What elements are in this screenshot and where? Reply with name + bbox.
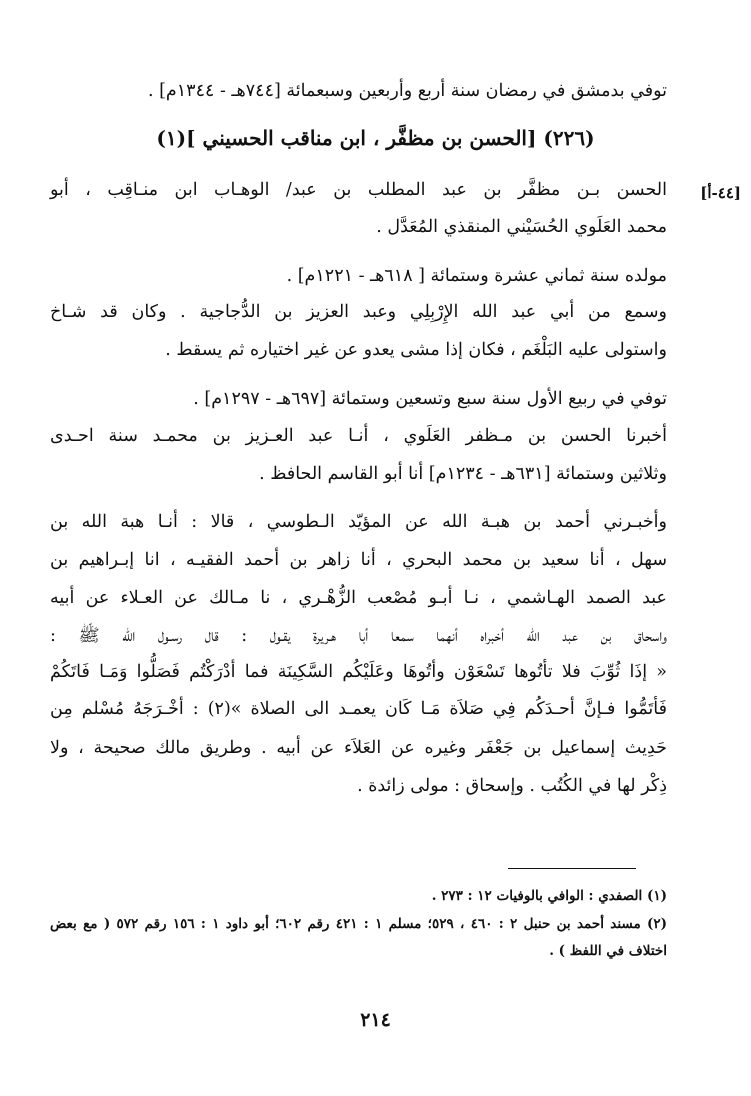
body-line: حَدِيث إسماعيل بن جَعْفَر وغيره عن العَلاَء عن أبيه . وطريق مالك صحيحة ، ولا [50, 738, 667, 758]
death-note-line: توفي بدمشق في رمضان سنة أربع وأربعين وسبعمائة [٧٤٤هـ - ١٣٤٤م] . [147, 81, 667, 101]
body-line: عبد الصمد الهـاشمي ، نـا أبـو مُصْعب الزُّهْـري ، نا مـالك عن العـلاء عن أبيه [50, 588, 667, 608]
body-line: وثلاثين وستمائة [٦٣١هـ - ١٢٣٤م] أنا أبو القاسم الحافظ . [259, 464, 667, 484]
hadith-text-line: « إذَا ثُوِّبَ فلا تأتُوها تَسْعَوْن وأتُوهَا وعَلَيْكُم السَّكِينَة فما أدْرَكْتُم فَصَلُّوا وَمَـا فَاتَكُمْ [50, 662, 667, 682]
body-line: وأخبـرني أحمد بن هبـة الله عن المؤيّد الـطوسي ، قالا : أنـا هبة الله بن [50, 512, 667, 532]
body-line: أخبرنا الحسن بن مـظفر العَلَوي ، أنـا عبد العـزيز بن محمـد سنة احـدى [50, 426, 667, 446]
footnote-divider [508, 868, 636, 869]
footnote-1: (١) الصفدي : الوافي بالوفيات ١٢ : ٢٧٣ . [431, 888, 667, 904]
body-line: ذِكْر لها في الكُتُب . وإسحاق : مولى زائدة . [357, 776, 667, 796]
body-line: وسمع من أبي عبد الله الإِرْبِلِي وعبد العزيز بن الدُّجاجية . وكان قد شـاخ [50, 302, 667, 322]
footnote-2: (٢) مسند أحمد بن حنبل ٢ : ٤٦٠ ، ٥٢٩؛ مسلم ١ : ٤٢١ رقم ٦٠٢؛ أبو داود ١ : ١٥٦ رقم ٥٧٢ ( مع بعض [50, 916, 668, 932]
hadith-text-line: فَأتَمُّوا فـإنَّ أحـدَكُم فِي صَلاَة مَـا كَان يعمـد الى الصلاة »(٢) : أخْـرَجَهُ مُسْلم مِن [50, 699, 668, 719]
manuscript-folio-reference: [٤٤-أ] [700, 184, 741, 202]
body-line: مولده سنة ثماني عشرة وستمائة [ ٦١٨هـ - ١٢٢١م] . [286, 266, 667, 286]
body-line: واستولى عليه البَلْغَم ، فكان إذا مشى يعدو عن غير اختياره ثم يسقط . [165, 340, 667, 360]
footnote-2-continuation: اختلاف في اللفظ ) . [549, 943, 667, 959]
body-line: محمد العَلَوي الحُسَيْني المنقذي المُعَدَّل . [376, 217, 667, 237]
body-line: واسحاق بن عبد الله أخبراه أنهما سمعا أبا هـريرة يقـول : قال رسـول اللّٰه ﷺ : [50, 626, 667, 646]
page-number: ٢١٤ [360, 1009, 391, 1031]
body-line: الحسن بـن مظفَّر بن عبد المطلب بن عبد/ الوهـاب ابن منـاقِب ، أبو [50, 180, 667, 200]
body-line: سهل ، أنا سعيد بن محمد البحري ، أنا زاهر بن أحمد الفقيـه ، انا إبـراهيم بن [50, 550, 667, 570]
body-line: توفي في ربيع الأول سنة سبع وتسعين وستمائة [٦٩٧هـ - ١٢٩٧م] . [193, 389, 667, 409]
entry-heading: (٢٢٦) [الحسن بن مظفَّر ، ابن مناقب الحسيني ](١) [156, 126, 595, 150]
